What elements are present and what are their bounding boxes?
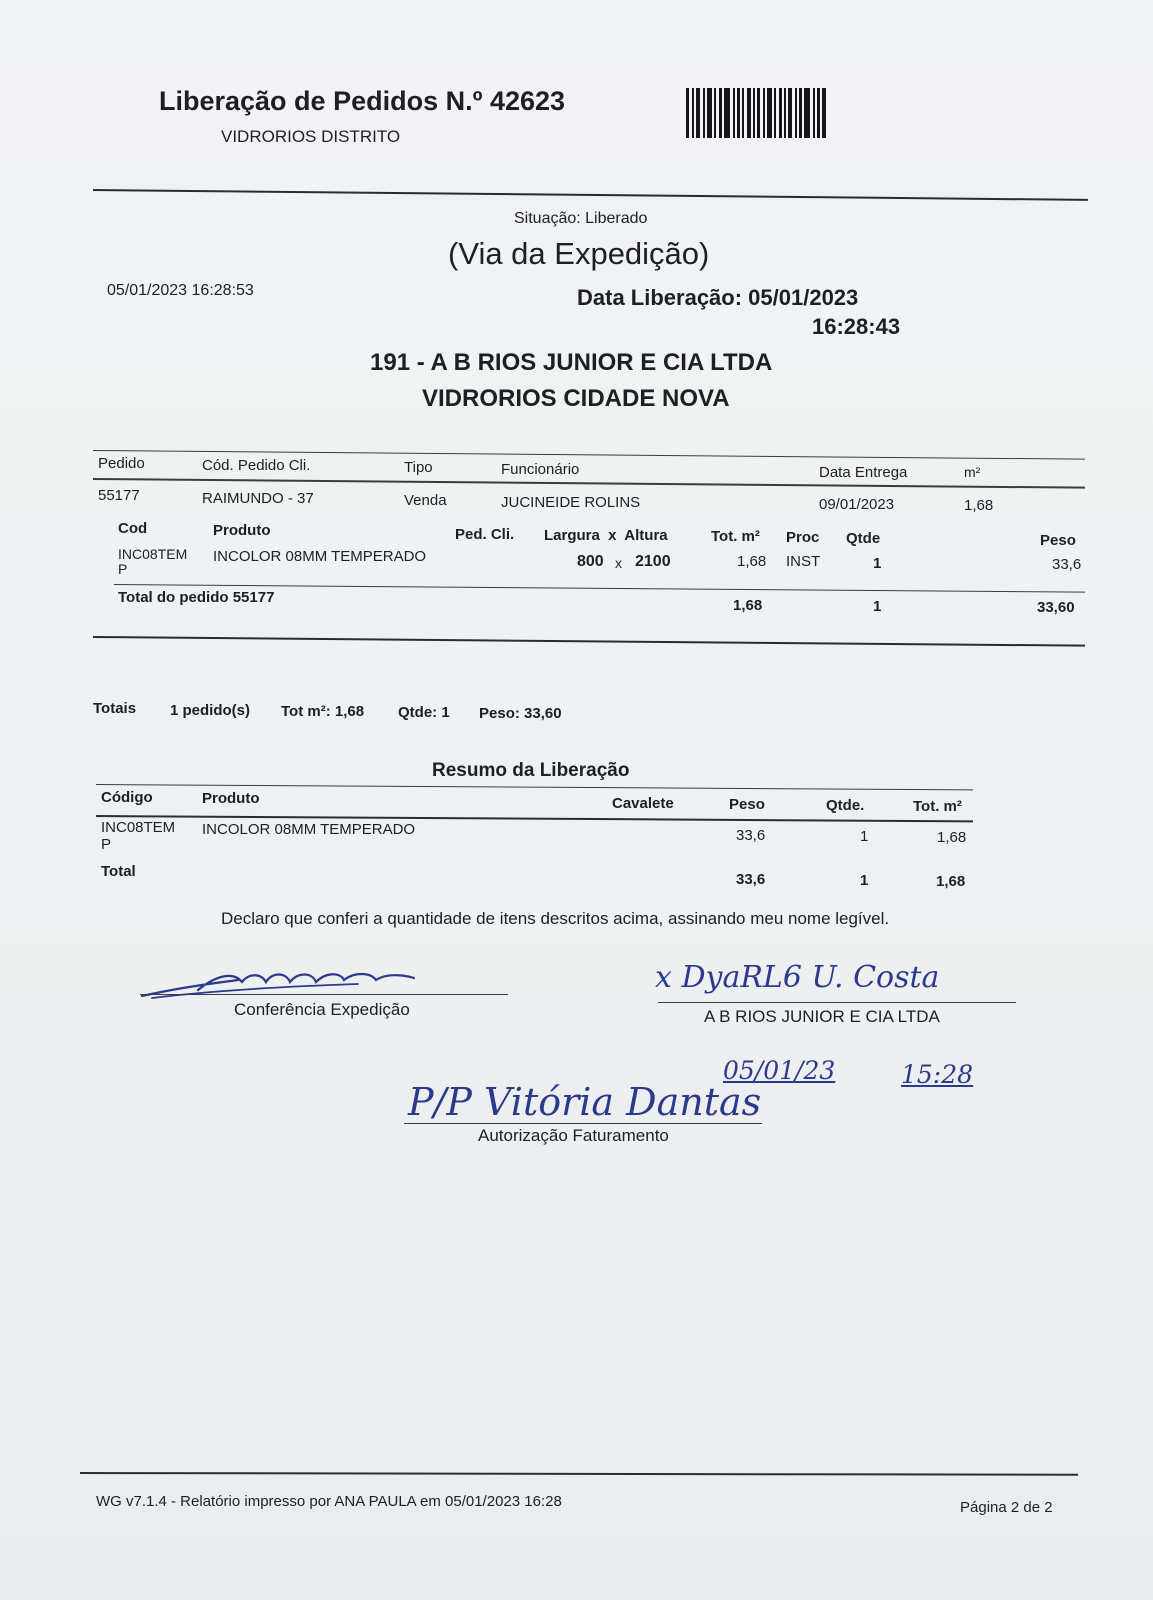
expedition-signature-icon (138, 960, 438, 1005)
billing-label: Autorização Faturamento (478, 1126, 669, 1145)
summary-col-codigo-header: Código (101, 789, 153, 806)
order-type: Venda (404, 492, 447, 509)
order-bottom-rule (93, 636, 1085, 647)
billing-sign-line (404, 1123, 762, 1124)
order-client-code: RAIMUNDO - 37 (202, 490, 314, 507)
item-code: INC08TEM (118, 546, 188, 562)
totals-orders: 1 pedido(s) (170, 702, 251, 719)
declaration-text: Declaro que conferi a quantidade de itens descritos acima, assinando meu nome legível. (221, 909, 890, 928)
item-code-cont: P (118, 561, 128, 577)
order-number: 55177 (98, 487, 140, 504)
item-col-tot-m2-header: Tot. m² (711, 528, 760, 545)
item-col-proc-header: Proc (786, 529, 820, 546)
col-cod-pedido-cli-header: Cód. Pedido Cli. (202, 457, 311, 474)
item-product: INCOLOR 08MM TEMPERADO (213, 548, 427, 565)
order-total-weight: 33,60 (1037, 599, 1075, 616)
item-weight: 33,6 (1052, 556, 1082, 573)
copy-label: (Via da Expedição) (448, 236, 710, 271)
item-col-peso-header: Peso (1040, 532, 1076, 549)
handwritten-time: 15:28 (901, 1060, 974, 1089)
summary-weight: 33,6 (736, 827, 766, 844)
col-tipo-header: Tipo (404, 459, 433, 476)
item-col-qtde-header: Qtde (846, 530, 881, 547)
summary-tot-m2: 1,68 (937, 829, 967, 846)
col-pedido-header: Pedido (98, 455, 145, 472)
item-qty: 1 (873, 555, 882, 572)
item-col-dimensions-header: Largura x Altura (544, 527, 668, 544)
item-times: x (615, 555, 622, 571)
order-total-qty: 1 (873, 598, 882, 615)
status-text: Situação: Liberado (514, 210, 648, 227)
summary-code-cont: P (101, 836, 112, 853)
order-delivery-date: 09/01/2023 (819, 496, 895, 513)
expedition-label: Conferência Expedição (234, 1000, 410, 1019)
summary-total-label: Total (101, 863, 136, 880)
barcode-icon (686, 88, 861, 138)
summary-qty: 1 (860, 828, 869, 845)
summary-total-weight: 33,6 (736, 871, 766, 888)
order-employee: JUCINEIDE ROLINS (501, 494, 641, 511)
handwritten-date: 05/01/23 (723, 1056, 836, 1085)
summary-code: INC08TEM (101, 819, 176, 836)
col-data-entrega-header: Data Entrega (819, 464, 908, 481)
print-datetime: 05/01/2023 16:28:53 (107, 282, 254, 299)
totals-weight: Peso: 33,60 (479, 705, 562, 722)
summary-total-m2: 1,68 (936, 873, 966, 890)
summary-total-qty: 1 (860, 872, 869, 889)
billing-signature: P/P Vitória Dantas (408, 1080, 762, 1124)
item-col-ped-cli-header: Ped. Cli. (455, 526, 515, 543)
col-m2-header: m² (964, 464, 981, 480)
item-height: 2100 (635, 553, 671, 570)
summary-col-qtde-header: Qtde. (826, 797, 865, 814)
footer-page-number: Página 2 de 2 (960, 1499, 1053, 1516)
item-proc: INST (786, 553, 821, 570)
customer-name: 191 - A B RIOS JUNIOR E CIA LTDA (370, 349, 773, 376)
summary-title: Resumo da Liberação (432, 760, 630, 781)
order-total-label: Total do pedido 55177 (118, 589, 275, 606)
document-title: Liberação de Pedidos N.º 42623 (159, 86, 566, 116)
col-funcionario-header: Funcionário (501, 461, 580, 478)
order-header-rule (93, 478, 1085, 489)
summary-col-cavalete-header: Cavalete (612, 795, 674, 812)
item-tot-m2: 1,68 (737, 553, 767, 570)
order-total-m2: 1,68 (733, 597, 763, 614)
totals-label: Totais (93, 700, 137, 717)
client-sign-line (658, 1002, 1016, 1003)
release-date: Data Liberação: 05/01/2023 (577, 285, 859, 310)
footer-printed-by: WG v7.1.4 - Relatório impresso por ANA PAULA em 05/01/2023 16:28 (96, 1493, 562, 1510)
item-col-cod-header: Cod (118, 520, 148, 537)
order-m2: 1,68 (964, 497, 994, 514)
client-signature: x DyaRL6 U. Costa (655, 960, 940, 995)
totals-m2: Tot m²: 1,68 (281, 703, 365, 720)
summary-col-peso-header: Peso (729, 796, 765, 813)
totals-qty: Qtde: 1 (398, 704, 450, 721)
summary-col-produto-header: Produto (202, 790, 260, 807)
summary-product: INCOLOR 08MM TEMPERADO (202, 821, 416, 838)
header-divider (93, 189, 1088, 201)
customer-store: VIDRORIOS CIDADE NOVA (422, 385, 730, 412)
footer-rule (80, 1472, 1078, 1476)
summary-col-tot-m2-header: Tot. m² (913, 798, 962, 815)
company-name: VIDRORIOS DISTRITO (221, 127, 401, 146)
item-col-produto-header: Produto (213, 522, 271, 539)
release-time: 16:28:43 (812, 314, 901, 339)
client-label: A B RIOS JUNIOR E CIA LTDA (704, 1007, 940, 1026)
item-width: 800 (577, 553, 604, 570)
expedition-sign-line (140, 994, 508, 995)
